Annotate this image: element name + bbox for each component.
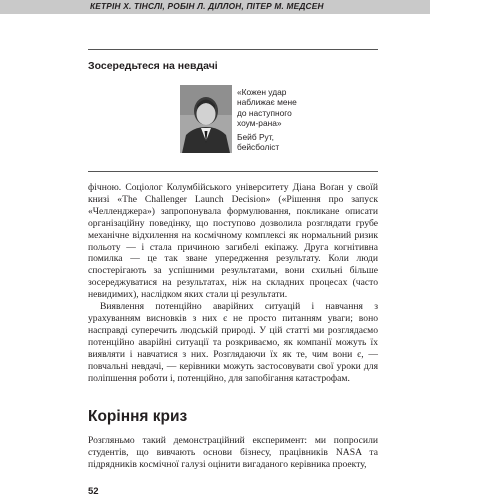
body-paragraph-1: фічною. Соціолог Колумбійського університету Діана Воґан у своїй книзі «The Challenger Launch Decision» («Рішення про запуск «Челленджера») запропонувала формулювання, покликане описати організаційну поведінку, що поступово дозволила розглядати грубе механічне відхилення на космічному комплексі як нормальний ризик польоту — і стала причиною загибелі екіпажу. Друга когнітивна помилка — це так зване упередження результату. Коли люди спостерігають за успішними результатами, вони схильні більше зосереджуватися на результатах, ніж на складних процесах (часто невидимих), наслідком яких стали ці результати. (88, 182, 378, 301)
sidebar-quote (237, 87, 357, 153)
body-text (88, 182, 378, 384)
sidebar-bottom-rule (88, 171, 378, 172)
body-paragraph-2: Виявлення потенційно аварійних ситуацій і навчання з урахуванням висновків з них є не просто питанням уваги; воно насправді суперечить людській природі. У цій статті ми розглядаємо потенційно аварійні ситуації та розкриваємо, як компанії можуть їх виявляти і навчатися з них. Розглядаючи їх як те, чим вони є, — повчальні невдачі, — керівники можуть застосовувати свої уроки для поліпшення роботи і, потенційно, для запобігання катастрофам. (88, 301, 378, 384)
section-body-text (88, 435, 378, 471)
quote-line: хоум-рана» (237, 117, 282, 128)
quote-author-name: Бейб Рут, (237, 132, 274, 143)
section-paragraph: Розгляньмо такий демонстраційний експеримент: ми попросили студентів, що вивчають основи бізнесу, працівників NASA та підрядників космічної галузі оцінити вигаданого керівника проекту, (88, 435, 378, 470)
sidebar-top-rule (88, 49, 378, 50)
portrait-image (180, 85, 232, 153)
quote-author-role: бейсболіст (237, 142, 280, 153)
page-number: 52 (88, 486, 99, 497)
quote-line: «Кожен удар (237, 87, 287, 97)
section-heading: Коріння криз (88, 408, 188, 425)
running-header-authors: КЕТРІН Х. ТІНСЛІ, РОБІН Л. ДІЛЛОН, ПІТЕР М. МЕДСЕН (90, 1, 324, 11)
sidebar-title: Зосередьтеся на невдачі (88, 60, 218, 72)
quote-line: наближає мене (237, 97, 297, 108)
quote-line: до наступного (237, 107, 292, 118)
author-photo (180, 85, 232, 153)
